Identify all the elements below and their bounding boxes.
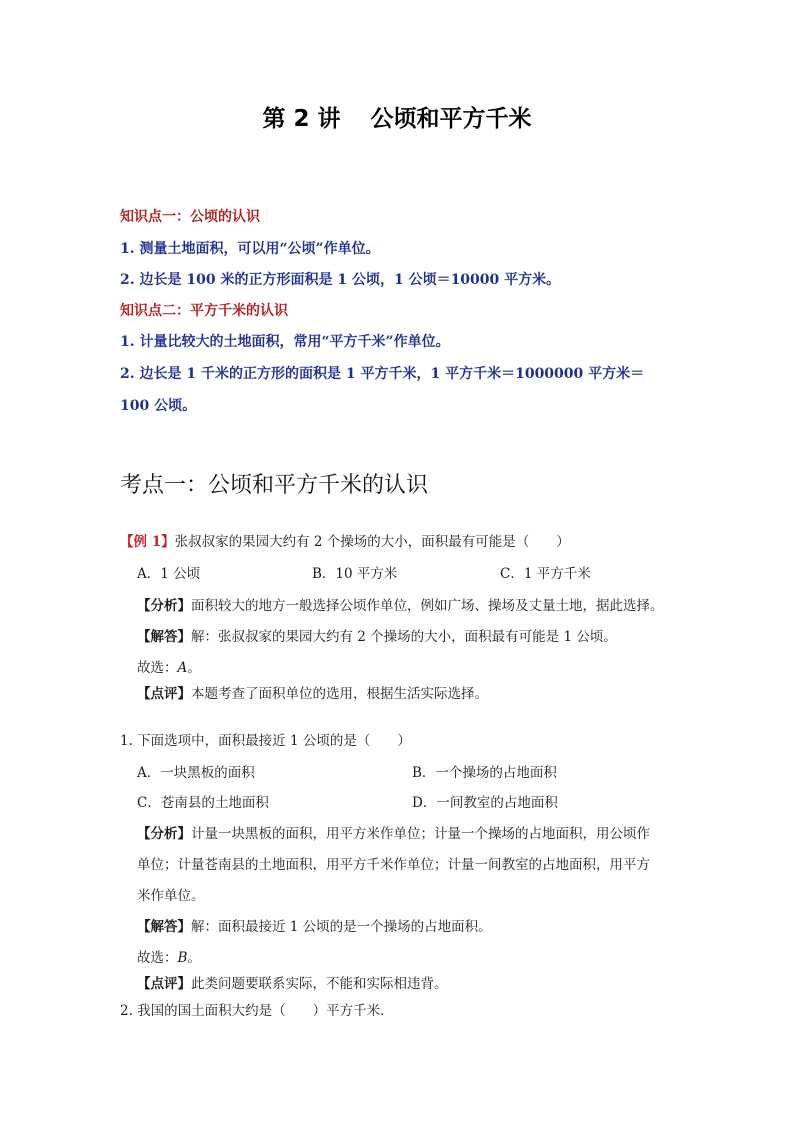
knowledge-2-line-1: 1. 计量比较大的土地面积，常用“平方千米”作单位。 [120, 334, 450, 350]
example-1-answer: 【解答】解：张叔叔家的果园大约有 2 个操场的大小，面积最有可能是 1 公顷。 [137, 629, 617, 645]
example-1-option-a: A．1 公顷 [137, 566, 201, 582]
analysis-tag: 【分析】 [137, 826, 191, 842]
question-1-option-a: A．一块黑板的面积 [137, 765, 255, 781]
question-1-analysis-line-3: 米作单位。 [137, 888, 205, 904]
lesson-number: 第 2 讲 [262, 106, 341, 132]
knowledge-1-line-1: 1. 测量土地面积，可以用“公顷”作单位。 [120, 241, 380, 257]
analysis-tag: 【分析】 [137, 598, 191, 614]
question-1-stem: 1. 下面选项中，面积最接近 1 公顷的是（ ） [120, 733, 411, 749]
question-1-option-b: B．一个操场的占地面积 [412, 765, 557, 781]
knowledge-heading-1: 知识点一：公顷的认识 [120, 209, 260, 225]
example-tag: 【例 1】 [120, 534, 175, 550]
question-1-answer: 【解答】解：面积最接近 1 公顷的是一个操场的占地面积。 [137, 919, 492, 935]
example-1-analysis: 【分析】面积较大的地方一般选择公顷作单位，例如广场、操场及丈量土地，据此选择。 [137, 598, 664, 614]
page-title [0, 100, 794, 133]
knowledge-2-line-2: 2. 边长是 1 千米的正方形的面积是 1 平方千米，1 平方千米＝1000000 平方米＝ [120, 366, 645, 382]
answer-tag: 【解答】 [137, 919, 191, 935]
knowledge-2-line-3: 100 公顷。 [120, 398, 197, 414]
answer-tag: 【解答】 [137, 629, 191, 645]
example-1-comment: 【点评】本题考查了面积单位的选用，根据生活实际选择。 [137, 686, 488, 702]
example-1-option-c: C．1 平方千米 [500, 566, 591, 582]
question-2-stem: 2. 我国的国土面积大约是（ ）平方千米． [120, 1003, 394, 1019]
lesson-topic: 公顷和平方千米 [370, 106, 532, 132]
question-1-analysis-line-2: 单位；计量苍南县的土地面积，用平方千米作单位；计量一间教室的占地面积，用平方 [137, 857, 650, 873]
comment-tag: 【点评】 [137, 976, 191, 992]
section-title: 考点一：公顷和平方千米的认识 [120, 473, 429, 498]
question-1-comment: 【点评】此类问题要联系实际，不能和实际相违背。 [137, 976, 448, 992]
example-1-choice: 故选：A。 [137, 660, 201, 676]
knowledge-heading-2: 知识点二：平方千米的认识 [120, 303, 288, 319]
example-1-option-b: B．10 平方米 [312, 566, 398, 582]
question-1-option-c: C．苍南县的土地面积 [137, 795, 269, 811]
comment-tag: 【点评】 [137, 686, 191, 702]
question-1-analysis-line-1: 【分析】计量一块黑板的面积，用平方米作单位；计量一个操场的占地面积，用公顷作 [137, 826, 650, 842]
question-1-option-d: D．一间教室的占地面积 [412, 795, 558, 811]
knowledge-1-line-2: 2. 边长是 100 米的正方形面积是 1 公顷，1 公顷＝10000 平方米。 [120, 272, 561, 288]
example-1-stem: 【例 1】张叔叔家的果园大约有 2 个操场的大小，面积最有可能是（ ） [120, 534, 570, 550]
question-1-choice: 故选：B。 [137, 950, 201, 966]
